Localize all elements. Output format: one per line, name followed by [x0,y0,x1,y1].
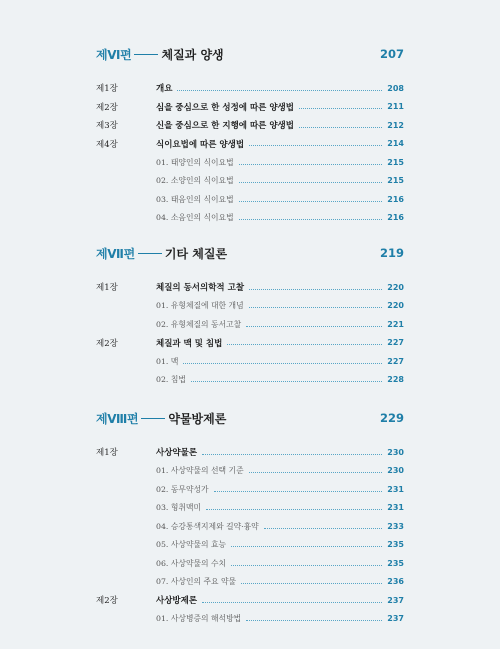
part-heading [96,44,404,64]
part-title: 기타 체질론 [164,246,228,261]
dot-leader [177,90,382,91]
section-row [96,209,404,228]
entry-line [156,175,404,186]
chapter-row [96,443,404,462]
section-row [96,536,404,555]
entry-line [156,82,404,94]
entry-line [156,337,404,349]
entry-page-number: 215 [387,176,404,186]
chapter-number: 제4장 [96,139,118,150]
chapter-row [96,116,404,135]
dot-leader [249,145,382,146]
dot-leader [246,326,382,327]
entry-line [156,613,404,624]
entry-title: 02. 동무약성가 [156,484,209,494]
entry-title: 01. 맥 [156,356,179,366]
toc-list [96,443,404,628]
part-number: 제Ⅵ편 [96,47,132,62]
entry-title: 01. 태양인의 식이요법 [156,157,234,167]
chapter-row [96,98,404,117]
part-title: 체질과 양생 [161,47,224,62]
entry-page-number: 215 [387,157,404,167]
section-row [96,462,404,481]
heading-rule [138,253,162,254]
dot-leader [239,201,383,202]
entry-title: 02. 유형체질의 동서고찰 [156,319,242,329]
toc-list [96,278,404,389]
entry-line [156,558,404,569]
entry-page-number: 230 [387,447,404,457]
entry-title: 01. 유형체질에 대한 개념 [156,301,244,311]
entry-line [156,356,404,367]
dot-leader [206,509,382,510]
entry-page-number: 235 [387,540,404,550]
heading-rule [141,418,165,419]
chapter-number: 제3장 [96,121,118,132]
dot-leader [214,491,383,492]
toc-list [96,79,404,227]
chapter-number: 제2장 [96,596,118,607]
dot-leader [191,381,382,382]
entry-title: 02. 소양인의 식이요법 [156,176,234,186]
entry-page-number: 214 [387,139,404,149]
chapter-number: 제1장 [96,448,118,459]
entry-page-number: 230 [387,466,404,476]
entry-title: 04. 소음인의 식이요법 [156,213,234,223]
entry-title: 식이요법에 따른 양생법 [156,139,245,150]
section-row [96,190,404,209]
dot-leader [202,454,382,455]
chapter-row [96,334,404,353]
chapter-number: 제1장 [96,283,118,294]
section-row [96,573,404,592]
section-row [96,554,404,573]
entry-page-number: 216 [387,213,404,223]
dot-leader [249,307,383,308]
entry-line [156,319,404,330]
entry-title: 01. 사상병증의 해석방법 [156,614,242,624]
entry-page-number: 231 [387,484,404,494]
part-number: 제Ⅶ편 [96,246,135,261]
entry-title: 사상방제론 [156,596,198,607]
entry-page-number: 236 [387,577,404,587]
entry-page-number: 235 [387,558,404,568]
chapter-row [96,135,404,154]
entry-title: 사상약물론 [156,448,198,459]
entry-title: 체질의 동서의학적 고찰 [156,283,245,294]
section-row [96,517,404,536]
entry-title: 01. 사상약물의 선택 기준 [156,466,244,476]
chapter-row [96,278,404,297]
part-page-number: 219 [379,246,404,260]
entry-line [156,484,404,495]
entry-title: 06. 사상약물의 수치 [156,558,227,568]
chapter-row [96,591,404,610]
entry-page-number: 212 [387,120,404,130]
entry-title: 05. 사상약물의 효능 [156,540,227,550]
entry-page-number: 227 [387,338,404,348]
dot-leader [299,108,382,109]
entry-line [156,138,404,150]
entry-page-number: 237 [387,614,404,624]
entry-title: 03. 형취맥미 [156,503,202,513]
entry-line [156,374,404,385]
entry-title: 신을 중심으로 한 지행에 따른 양생법 [156,121,294,132]
part-page-number: 207 [379,47,404,61]
dot-leader [202,602,382,603]
entry-line [156,157,404,168]
entry-page-number: 233 [387,521,404,531]
dot-leader [249,472,383,473]
section-row [96,499,404,518]
entry-page-number: 237 [387,595,404,605]
entry-line [156,576,404,587]
entry-title: 개요 [156,84,173,95]
part-section [96,408,404,628]
section-row [96,315,404,334]
section-row [96,172,404,191]
entry-line [156,594,404,606]
entry-line [156,465,404,476]
chapter-number: 제2장 [96,102,118,113]
entry-page-number: 231 [387,503,404,513]
dot-leader [241,583,382,584]
dot-leader [246,620,382,621]
section-row [96,371,404,390]
dot-leader [227,344,382,345]
dot-leader [264,528,383,529]
heading-rule [134,54,158,55]
chapter-row [96,79,404,98]
section-row [96,297,404,316]
entry-page-number: 221 [387,319,404,329]
section-row [96,480,404,499]
entry-title: 07. 사상인의 주요 약물 [156,577,237,587]
entry-line [156,521,404,532]
entry-line [156,194,404,205]
part-page-number: 229 [379,411,404,425]
entry-line [156,212,404,223]
chapter-number: 제1장 [96,84,118,95]
entry-page-number: 220 [387,282,404,292]
entry-title: 체질과 맥 및 침법 [156,338,223,349]
entry-page-number: 208 [387,83,404,93]
entry-line [156,119,404,131]
entry-page-number: 227 [387,356,404,366]
dot-leader [231,546,382,547]
dot-leader [231,565,382,566]
section-row [96,352,404,371]
dot-leader [239,164,383,165]
entry-title: 심을 중심으로 한 성정에 따른 양생법 [156,102,294,113]
section-row [96,153,404,172]
part-section [96,243,404,389]
dot-leader [239,219,383,220]
chapter-number: 제2장 [96,338,118,349]
entry-title: 03. 태음인의 식이요법 [156,194,234,204]
entry-page-number: 220 [387,301,404,311]
entry-line [156,446,404,458]
entry-line [156,281,404,293]
entry-title: 02. 침법 [156,375,186,385]
entry-page-number: 211 [387,102,404,112]
part-heading [96,243,404,263]
part-title: 약물방제론 [168,411,227,426]
dot-leader [183,363,382,364]
part-section [96,44,404,227]
entry-title: 04. 승강통색지제와 길약·흉약 [156,521,259,531]
entry-line [156,502,404,513]
entry-line [156,539,404,550]
section-row [96,610,404,629]
dot-leader [299,127,382,128]
entry-page-number: 228 [387,375,404,385]
entry-line [156,300,404,311]
dot-leader [249,289,382,290]
dot-leader [239,182,383,183]
part-number: 제Ⅷ편 [96,411,139,426]
entry-page-number: 216 [387,194,404,204]
part-heading [96,408,404,428]
entry-line [156,101,404,113]
